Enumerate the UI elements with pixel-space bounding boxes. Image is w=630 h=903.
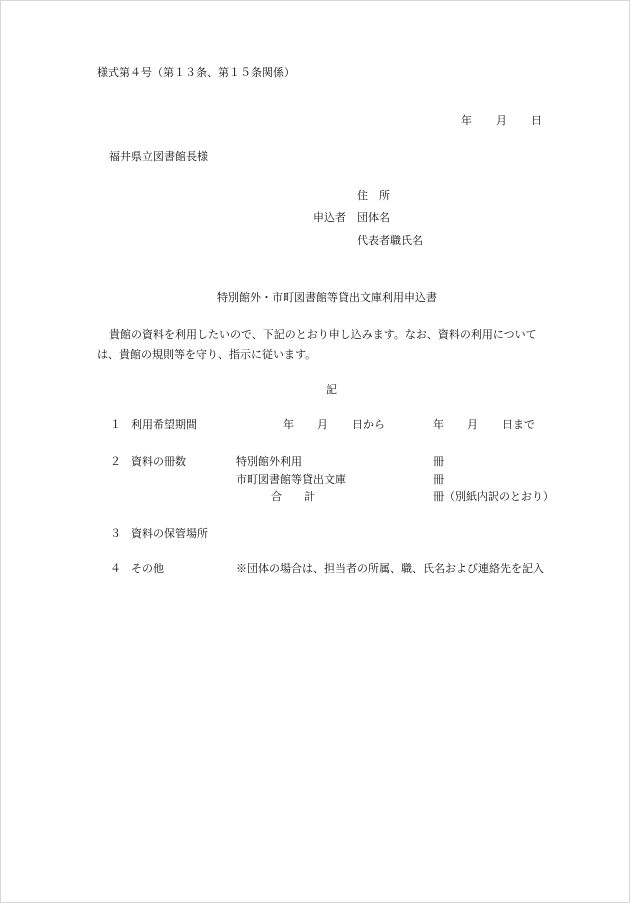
address-label: 住 所 xyxy=(357,189,390,202)
count-row-2-unit: 冊 xyxy=(433,473,444,486)
count-total-label: 合 計 xyxy=(271,490,315,503)
organization-label: 団体名 xyxy=(357,211,390,224)
period-to-day: 日まで xyxy=(502,418,535,431)
item-2-number: ２ xyxy=(110,455,121,468)
document-title: 特別館外・市町図書館等貸出文庫利用申込書 xyxy=(217,291,437,304)
item-2-label: 資料の冊数 xyxy=(131,455,186,468)
item-4-label: その他 xyxy=(131,562,164,575)
form-number: 様式第４号（第１３条、第１５条関係） xyxy=(97,66,295,79)
count-total-unit: 冊（別紙内訳のとおり） xyxy=(433,490,554,503)
period-from-year: 年 xyxy=(283,418,294,431)
applicant-role: 申込者 xyxy=(313,211,346,224)
count-row-2-label: 市町図書館等貸出文庫 xyxy=(236,473,346,486)
ki-heading: 記 xyxy=(326,383,337,396)
date-month-label: 月 xyxy=(496,114,507,127)
item-3-label: 資料の保管場所 xyxy=(131,527,208,540)
item-1-number: １ xyxy=(110,418,121,431)
addressee: 福井県立図書館長様 xyxy=(109,150,208,163)
date-day-label: 日 xyxy=(531,114,542,127)
count-row-1-label: 特別館外利用 xyxy=(236,455,302,468)
item-4-note: ※団体の場合は、担当者の所属、職、氏名および連絡先を記入 xyxy=(236,562,544,575)
body-line-2: は、貴館の規則等を守り、指示に従います。 xyxy=(97,348,317,361)
body-line-1: 貴館の資料を利用したいので、下記のとおり申し込みます。なお、資料の利用について xyxy=(109,328,537,341)
period-to-month: 月 xyxy=(467,418,478,431)
representative-label: 代表者職氏名 xyxy=(357,234,423,247)
period-from-month: 月 xyxy=(317,418,328,431)
item-4-number: ４ xyxy=(110,562,121,575)
item-1-label: 利用希望期間 xyxy=(131,418,197,431)
count-row-1-unit: 冊 xyxy=(433,455,444,468)
item-3-number: ３ xyxy=(110,527,121,540)
period-to-year: 年 xyxy=(433,418,444,431)
period-from-day: 日から xyxy=(352,418,385,431)
date-year-label: 年 xyxy=(461,114,472,127)
